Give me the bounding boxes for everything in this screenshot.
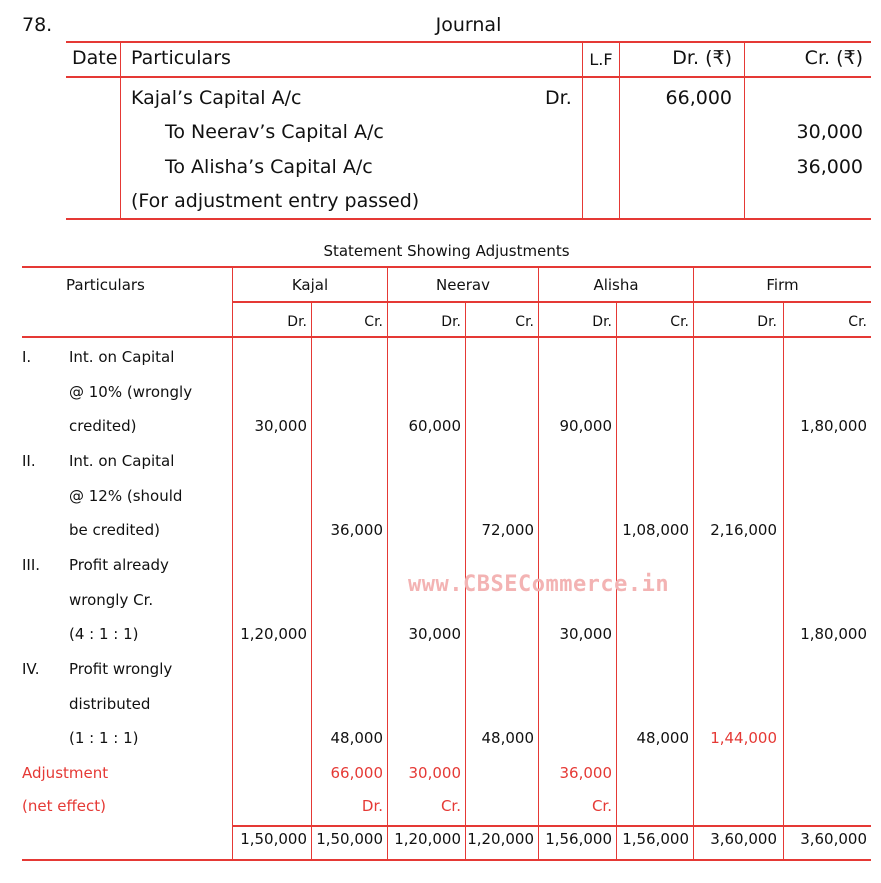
row-value-cell: 30,000: [559, 625, 612, 644]
journal-header-particulars: Particulars: [131, 47, 231, 69]
row-value-cell: 1,80,000: [800, 625, 867, 644]
statement-bottom-rule: [22, 859, 871, 861]
row-value-cell: 1,08,000: [622, 521, 689, 540]
journal-line-text: Kajal’s Capital A/c: [131, 87, 302, 109]
journal-header-cr: Cr. (₹): [804, 47, 863, 69]
journal-header-date: Date: [72, 47, 118, 69]
total-cell: 1,50,000: [316, 830, 383, 848]
row-particulars-line: be credited): [69, 521, 161, 540]
journal-line-text: To Alisha’s Capital A/c: [165, 156, 373, 178]
sub-header-cr: Cr.: [364, 314, 383, 330]
sub-header-dr: Dr.: [592, 314, 612, 330]
journal-line-cr: 36,000: [796, 156, 863, 178]
statement-top-rule: [22, 266, 871, 268]
adjustment-drcr-label: Cr.: [440, 797, 461, 815]
row-value-cell: 48,000: [330, 729, 383, 748]
sub-header-dr: Dr.: [441, 314, 461, 330]
row-value-cell: 60,000: [408, 417, 461, 436]
total-cell: 3,60,000: [710, 830, 777, 848]
statement-col-rule: [693, 266, 694, 860]
journal-header-dr: Dr. (₹): [672, 47, 732, 69]
total-cell: 1,20,000: [467, 830, 534, 848]
row-particulars-line: @ 10% (wrongly: [69, 382, 193, 401]
sub-header-dr: Dr.: [287, 314, 307, 330]
row-particulars-line: (1 : 1 : 1): [69, 729, 139, 748]
row-value-cell: 48,000: [481, 729, 534, 748]
journal-top-rule: [66, 41, 871, 43]
adjustment-label: Adjustment: [22, 764, 109, 782]
row-value-cell: 48,000: [636, 729, 689, 748]
journal-narration: (For adjustment entry passed): [131, 190, 420, 212]
total-cell: 1,20,000: [394, 830, 461, 848]
row-value-cell: 36,000: [330, 521, 383, 540]
row-particulars-line: distributed: [69, 694, 151, 713]
journal-line-cr: 30,000: [796, 121, 863, 143]
group-header-neerav: Neerav: [436, 276, 490, 294]
row-particulars-line: Profit already: [69, 556, 169, 574]
row-value-cell: 1,80,000: [800, 417, 867, 436]
adjustment-value: 66,000: [330, 764, 383, 782]
journal-header-lf: L.F: [589, 50, 613, 69]
row-particulars-line: Profit wrongly: [69, 660, 173, 678]
total-cell: 3,60,000: [800, 830, 867, 848]
group-header-firm: Firm: [766, 276, 799, 294]
journal-header-rule: [66, 76, 871, 78]
journal-bottom-rule: [66, 218, 871, 220]
sub-header-cr: Cr.: [515, 314, 534, 330]
row-particulars-line: wrongly Cr.: [69, 590, 154, 609]
row-roman-numeral: IV.: [22, 660, 40, 678]
sub-header-cr: Cr.: [670, 314, 689, 330]
adjustment-drcr-label: Dr.: [361, 797, 383, 815]
statement-col-rule: [783, 301, 784, 860]
adjustment-value: 30,000: [408, 764, 461, 782]
total-cell: 1,56,000: [545, 830, 612, 848]
row-value-cell: 2,16,000: [710, 521, 777, 540]
row-particulars-line: Int. on Capital: [69, 452, 175, 470]
row-value-cell: 30,000: [254, 417, 307, 436]
group-header-alisha: Alisha: [593, 276, 639, 294]
row-roman-numeral: III.: [22, 556, 41, 574]
row-value-cell: 1,44,000: [710, 729, 777, 748]
row-particulars-line: (4 : 1 : 1): [69, 625, 139, 644]
total-cell: 1,56,000: [622, 830, 689, 848]
total-cell: 1,50,000: [240, 830, 307, 848]
row-particulars-line: @ 12% (should: [69, 486, 183, 505]
statement-particulars-header: Particulars: [66, 276, 145, 294]
row-particulars-line: Int. on Capital: [69, 348, 175, 366]
sub-header-dr: Dr.: [757, 314, 777, 330]
adjustment-label: (net effect): [22, 797, 107, 815]
row-particulars-line: credited): [69, 417, 137, 436]
row-roman-numeral: II.: [22, 452, 36, 470]
row-value-cell: 30,000: [408, 625, 461, 644]
journal-title: Journal: [435, 14, 502, 36]
journal-line-dr: 66,000: [665, 87, 732, 109]
row-roman-numeral: I.: [22, 348, 32, 366]
journal-line-text: To Neerav’s Capital A/c: [165, 121, 384, 143]
row-value-cell: 72,000: [481, 521, 534, 540]
row-value-cell: 1,20,000: [240, 625, 307, 644]
adjustment-value: 36,000: [559, 764, 612, 782]
sub-header-cr: Cr.: [848, 314, 867, 330]
journal-col-rule: [120, 41, 121, 219]
journal-dr-label: Dr.: [545, 87, 572, 109]
statement-total-rule: [232, 825, 871, 827]
question-number: 78.: [22, 14, 53, 36]
statement-header-rule: [22, 336, 871, 338]
statement-group-rule: [232, 301, 871, 303]
watermark: www.CBSECommerce.in: [408, 572, 670, 597]
statement-col-rule: [232, 266, 233, 860]
statement-title: Statement Showing Adjustments: [323, 242, 570, 260]
group-header-kajal: Kajal: [291, 276, 329, 294]
row-value-cell: 90,000: [559, 417, 612, 436]
adjustment-drcr-label: Cr.: [591, 797, 612, 815]
